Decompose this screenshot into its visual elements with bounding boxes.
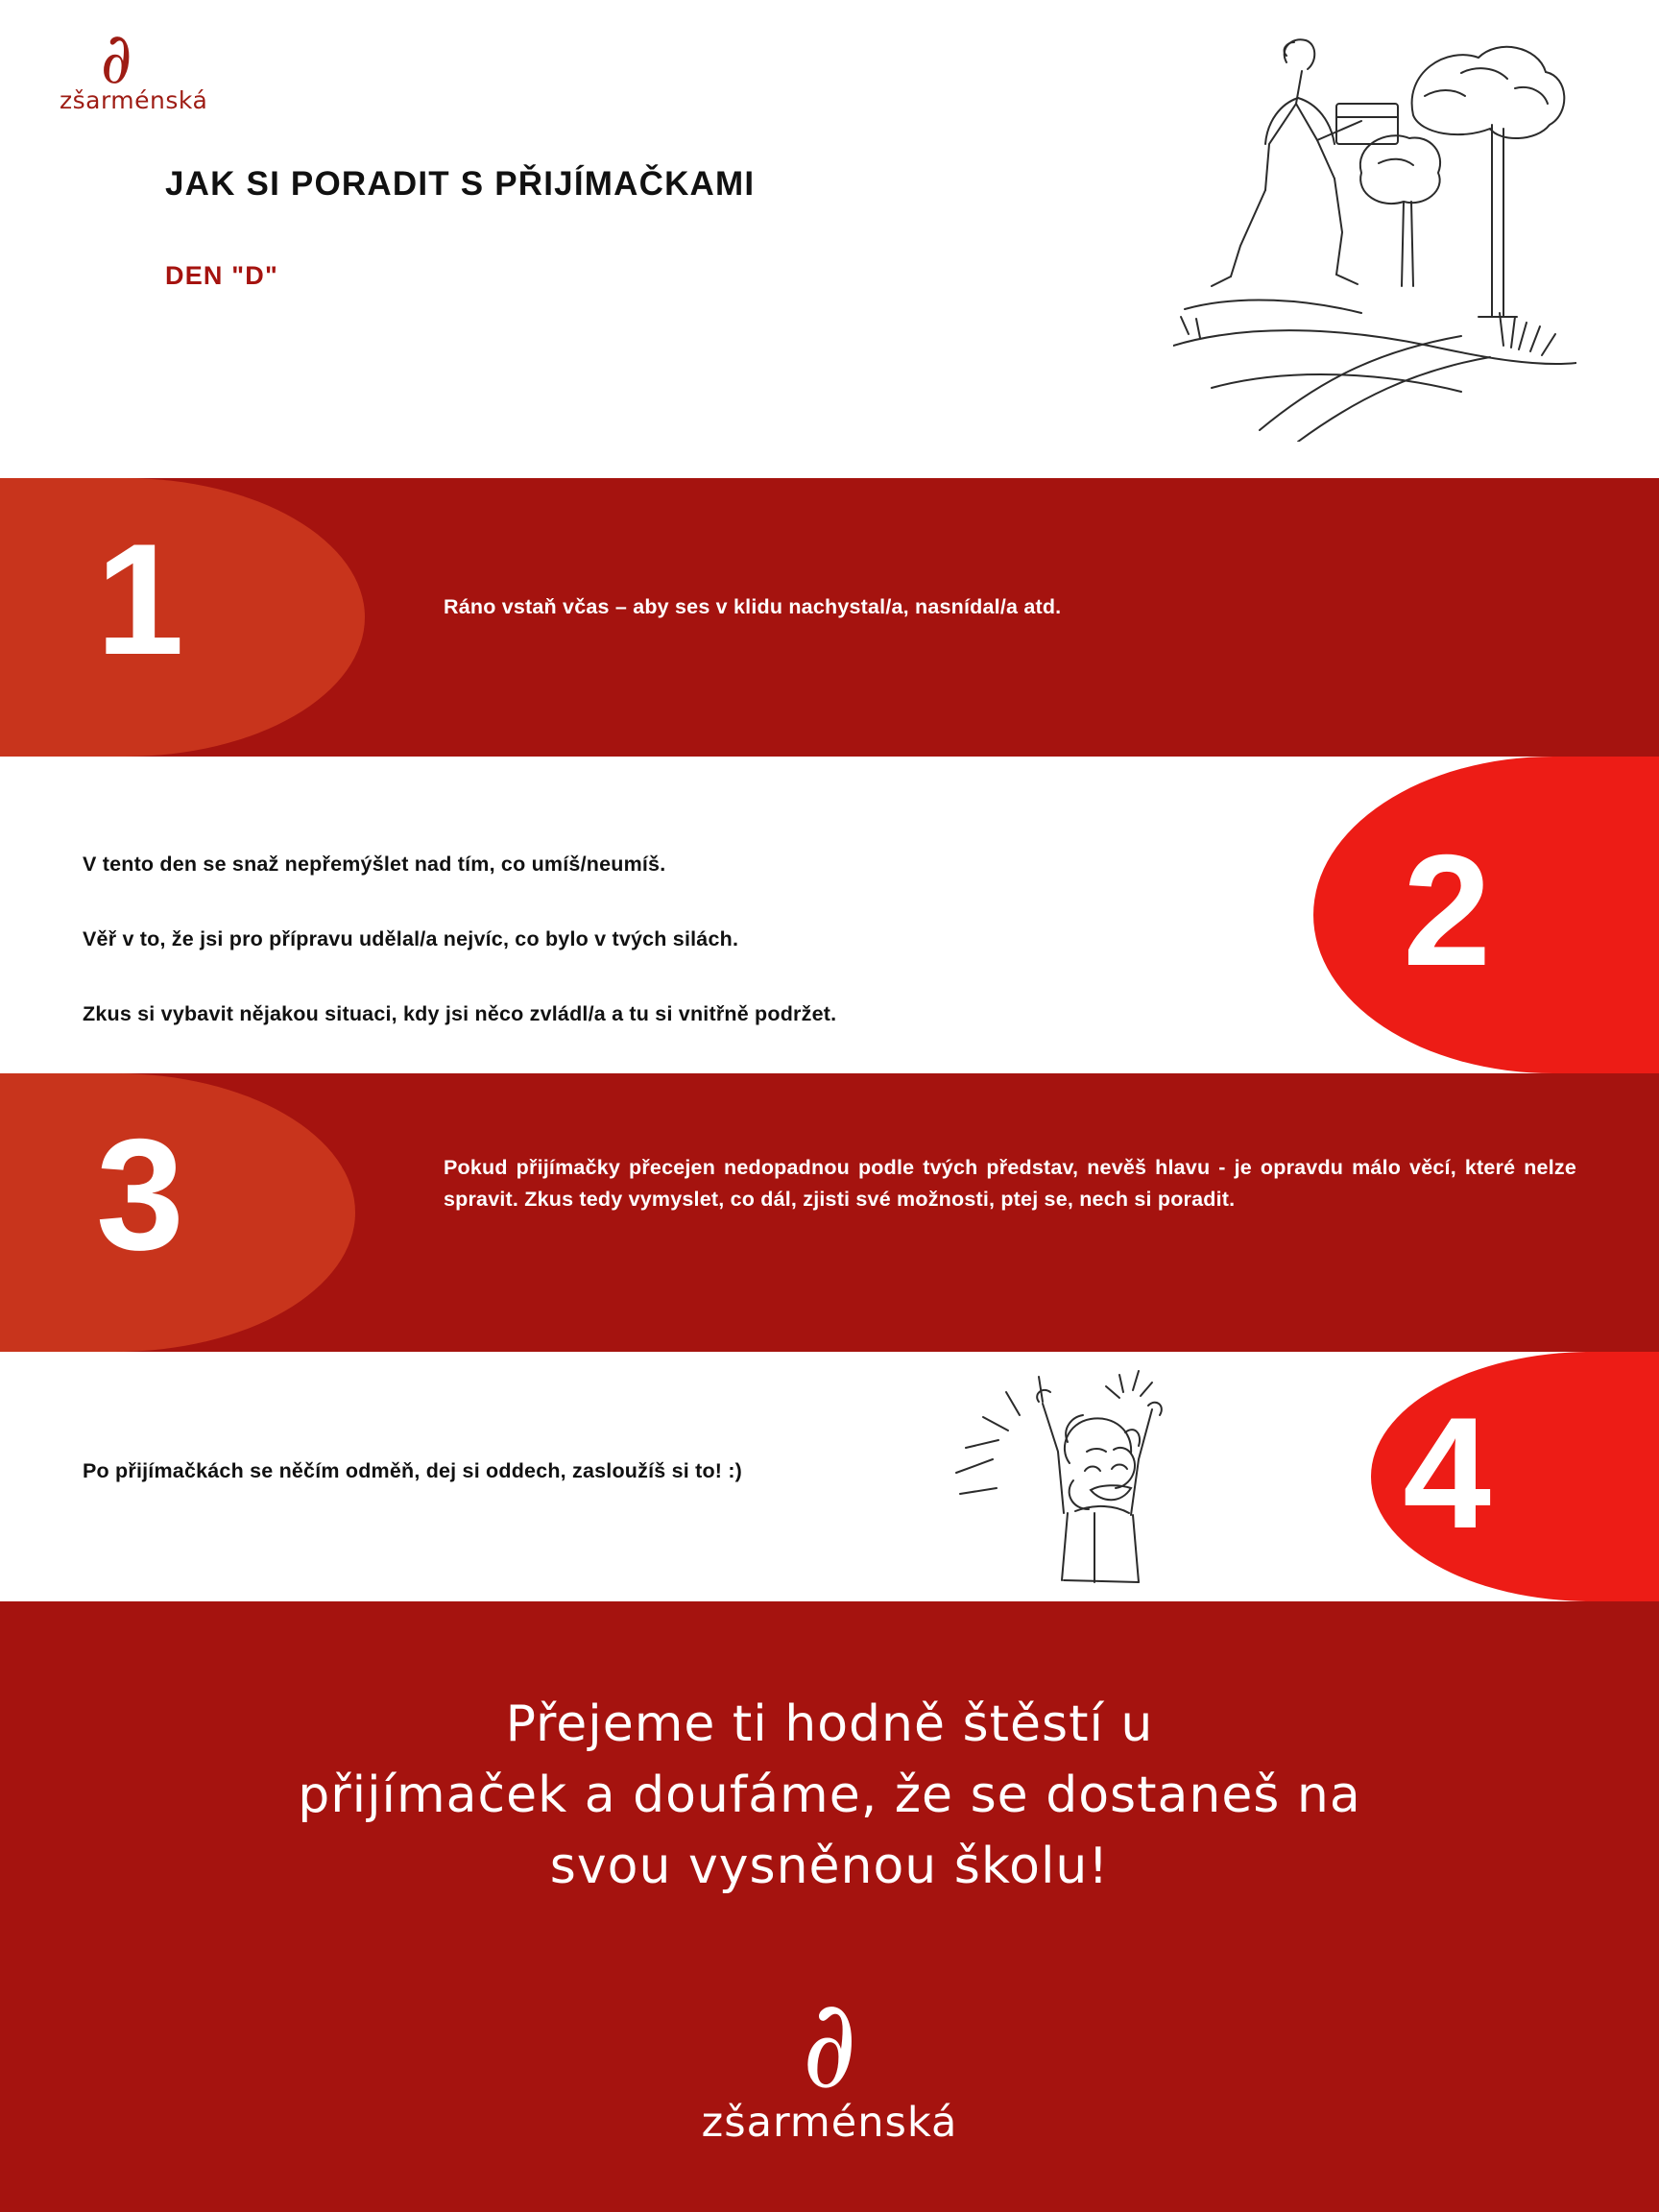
step-2-text-block	[83, 853, 1215, 1073]
logo-swirl-icon: ∂	[100, 17, 132, 100]
closing-wish-line-2: přijímaček a doufáme, že se dostaneš na	[298, 1766, 1361, 1824]
step-band-3	[0, 1073, 1659, 1352]
step-2-text-line-3: Zkus si vybavit nějakou situaci, kdy jsi něco zvládl/a a tu si vnitřně podržet.	[83, 1002, 837, 1025]
step-2-text-line-2: Věř v to, že jsi pro přípravu udělal/a nejvíc, co bylo v tvých silách.	[83, 927, 739, 950]
logo-wordmark: zšarménská	[60, 86, 208, 114]
step-3-text: Pokud přijímačky přecejen nedopadnou podle tvých představ, nevěš hlavu - je opravdu málo věcí, které nelze spravit. Zkus tedy vymyslet, co dál, zjisti své možnosti, ptej se, nech si poradit.	[444, 1156, 1576, 1212]
page-title: JAK SI PORADIT S PŘIJÍMAČKAMI	[165, 165, 756, 203]
closing-wish-line-3: svou vysněnou školu!	[549, 1837, 1110, 1895]
step-band-1	[0, 478, 1659, 757]
step-band-4	[0, 1352, 1659, 1601]
logo-swirl-icon: ∂	[802, 1973, 857, 2116]
school-logo-top	[27, 17, 238, 113]
cheering-girl-illustration	[950, 1359, 1229, 1599]
step-4-number: 4	[1403, 1384, 1491, 1561]
step-1-number: 1	[96, 511, 184, 687]
step-band-2	[0, 757, 1659, 1073]
closing-wish	[0, 1690, 1659, 1902]
school-logo-footer	[628, 1973, 1031, 2166]
step-3-number: 3	[96, 1106, 184, 1283]
step-1-text: Ráno vstaň včas – aby ses v klidu nachystal/a, nasnídal/a atd.	[444, 595, 1062, 618]
step-2-text-line-1: V tento den se snaž nepřemýšlet nad tím, co umíš/neumíš.	[83, 853, 666, 876]
step-4-text: Po přijímačkách se něčím odměň, dej si oddech, zasloužíš si to! :)	[83, 1459, 743, 1482]
boy-walking-on-path-illustration	[1173, 29, 1576, 442]
header	[0, 0, 1659, 478]
footer	[0, 1601, 1659, 2212]
closing-wish-line-1: Přejeme ti hodně štěstí u	[505, 1695, 1154, 1753]
logo-wordmark: zšarménská	[701, 2099, 958, 2147]
step-2-number: 2	[1403, 822, 1491, 998]
page-subtitle: DEN "D"	[165, 261, 279, 290]
